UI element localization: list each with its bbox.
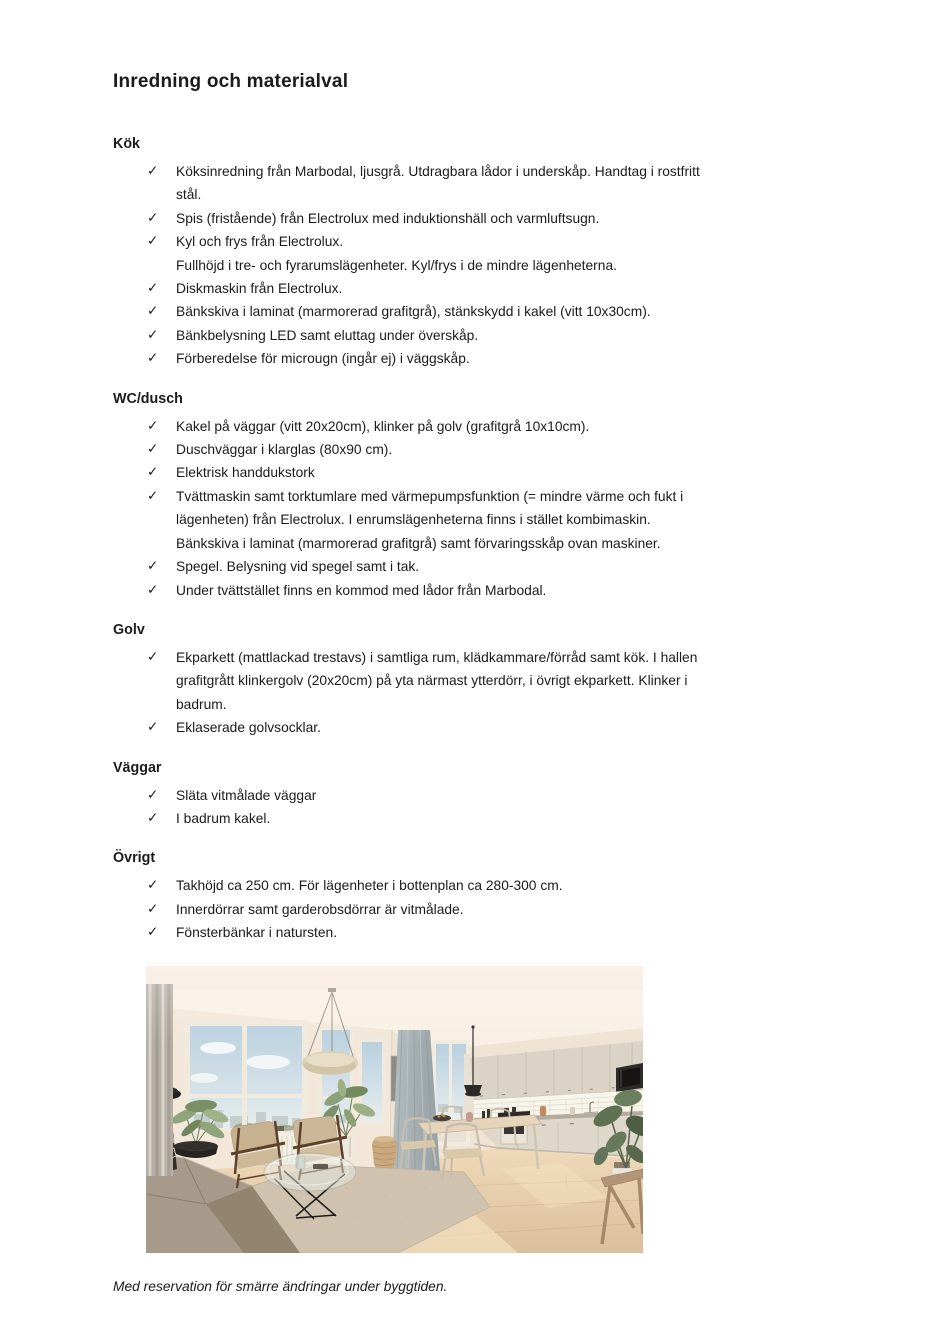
text-line: Under tvättstället finns en kommod med lådor från Marbodal. [176,582,547,598]
list-item [113,874,850,897]
list-item [113,898,850,921]
list-item [113,415,850,438]
checkmark-icon: ✓ [147,280,159,297]
text-line: Kyl och frys från Electrolux. [176,234,344,250]
section-golv [113,623,850,740]
list-item [113,207,850,230]
list-item-text [176,921,850,944]
text-line: Fönsterbänkar i natursten. [176,925,338,941]
interior-render-figure [146,966,643,1253]
list-item [113,716,850,739]
list-item [113,555,850,578]
list-item [113,277,850,300]
list-item-text [176,555,850,578]
text-line: Köksinredning från Marbodal, ljusgrå. Utdragbara lådor i underskåp. Handtag i rostfritt [176,164,700,179]
checkmark-icon: ✓ [147,326,159,343]
checkmark-icon: ✓ [147,924,159,941]
checklist [113,874,850,944]
checklist [113,784,850,831]
text-line: Spegel. Belysning vid spegel samt i tak. [176,559,420,575]
list-item [113,324,850,347]
list-item-text [176,347,850,370]
section-heading: Övrigt [113,850,156,867]
checkmark-icon: ✓ [147,581,159,598]
footer-note: Med reservation för smärre ändringar under byggtiden. [113,1278,448,1294]
list-item [113,230,850,277]
list-item-text [176,579,850,602]
section--vrigt [113,851,850,944]
list-item [113,461,850,484]
list-item-text [176,230,850,277]
checkmark-icon: ✓ [147,786,159,803]
section-heading: Golv [113,621,145,638]
text-line: Förberedelse för microugn (ingår ej) i väggskåp. [176,351,470,367]
checkmark-icon: ✓ [147,719,159,736]
text-line: lägenheten) från Electrolux. I enrumslägenheterna finns i stället kombimaskin. [176,512,651,528]
text-line: grafitgrått klinkergolv (20x20cm) på yta närmast ytterdörr, i övrigt ekparkett. Klinker i [176,673,688,689]
list-item-text [176,485,850,555]
list-item-text [176,207,850,230]
list-item-text [176,415,850,438]
checkmark-icon: ✓ [147,900,159,917]
list-item [113,300,850,323]
text-line: Diskmaskin från Electrolux. [176,281,343,297]
checkmark-icon: ✓ [147,809,159,826]
text-line: Kakel på väggar (vitt 20x20cm), klinker på golv (grafitgrå 10x10cm). [176,418,590,434]
list-item [113,807,850,830]
list-item-text [176,160,850,207]
checkmark-icon: ✓ [147,877,159,894]
text-line: Takhöjd ca 250 cm. För lägenheter i bottenplan ca 280-300 cm. [176,878,563,894]
list-item [113,579,850,602]
text-line: Elektrisk handdukstork [176,465,315,481]
list-item-text [176,324,850,347]
checkmark-icon: ✓ [147,558,159,575]
list-item-text [176,438,850,461]
checklist [113,646,850,740]
text-line: Tvättmaskin samt torktumlare med värmepumpsfunktion (= mindre värme och fukt i [176,488,684,504]
checkmark-icon: ✓ [147,303,159,320]
checkmark-icon: ✓ [147,350,159,367]
list-item [113,921,850,944]
list-item [113,438,850,461]
list-item-text [176,874,850,897]
checkmark-icon: ✓ [147,464,159,481]
checklist [113,415,850,602]
section-heading: Kök [113,136,141,152]
text-line: Ekparkett (mattlackad trestavs) i samtliga rum, klädkammare/förråd samt kök. I hallen [176,649,698,665]
sections [113,137,850,945]
text-line: Bänkskiva i laminat (marmorerad grafitgrå) samt förvaringsskåp ovan maskiner. [176,535,661,551]
checkmark-icon: ✓ [147,648,159,665]
checkmark-icon: ✓ [147,417,159,434]
section-wc-dusch [113,392,850,602]
text-line: Släta vitmålade väggar [176,787,317,803]
list-item [113,160,850,207]
text-line: Bänkbelysning LED samt eluttag under överskåp. [176,327,479,343]
text-line: Innerdörrar samt garderobsdörrar är vitmålade. [176,901,464,917]
text-line: stål. [176,187,202,203]
text-line: I badrum kakel. [176,810,271,826]
text-line: Eklaserade golvsocklar. [176,720,321,736]
list-item-text [176,461,850,484]
text-line: Spis (fristående) från Electrolux med induktionshäll och varmluftsugn. [176,210,600,226]
section-heading: WC/dusch [113,390,183,407]
list-item-text [176,807,850,830]
list-item [113,485,850,555]
list-item-text [176,784,850,807]
list-item-text [176,898,850,921]
section-k-k [113,137,850,371]
text-line: badrum. [176,696,227,712]
list-item-text [176,716,850,739]
list-item [113,646,850,716]
document-title: Inredning och materialval [113,71,349,92]
list-item-text [176,646,850,716]
list-item [113,347,850,370]
checkmark-icon: ✓ [147,441,159,458]
list-item-text [176,300,850,323]
section-heading: Väggar [113,759,162,776]
checkmark-icon: ✓ [147,233,159,250]
list-item-text [176,277,850,300]
interior-render-image [146,966,643,1253]
text-line: Duschväggar i klarglas (80x90 cm). [176,442,393,458]
list-item [113,784,850,807]
checkmark-icon: ✓ [147,487,159,504]
checklist [113,160,850,371]
section-v-ggar [113,761,850,831]
text-line: Fullhöjd i tre- och fyrarumslägenheter. Kyl/frys i de mindre lägenheterna. [176,257,617,273]
checkmark-icon: ✓ [147,209,159,226]
checkmark-icon: ✓ [147,163,159,179]
text-line: Bänkskiva i laminat (marmorerad grafitgrå), stänkskydd i kakel (vitt 10x30cm). [176,304,651,320]
